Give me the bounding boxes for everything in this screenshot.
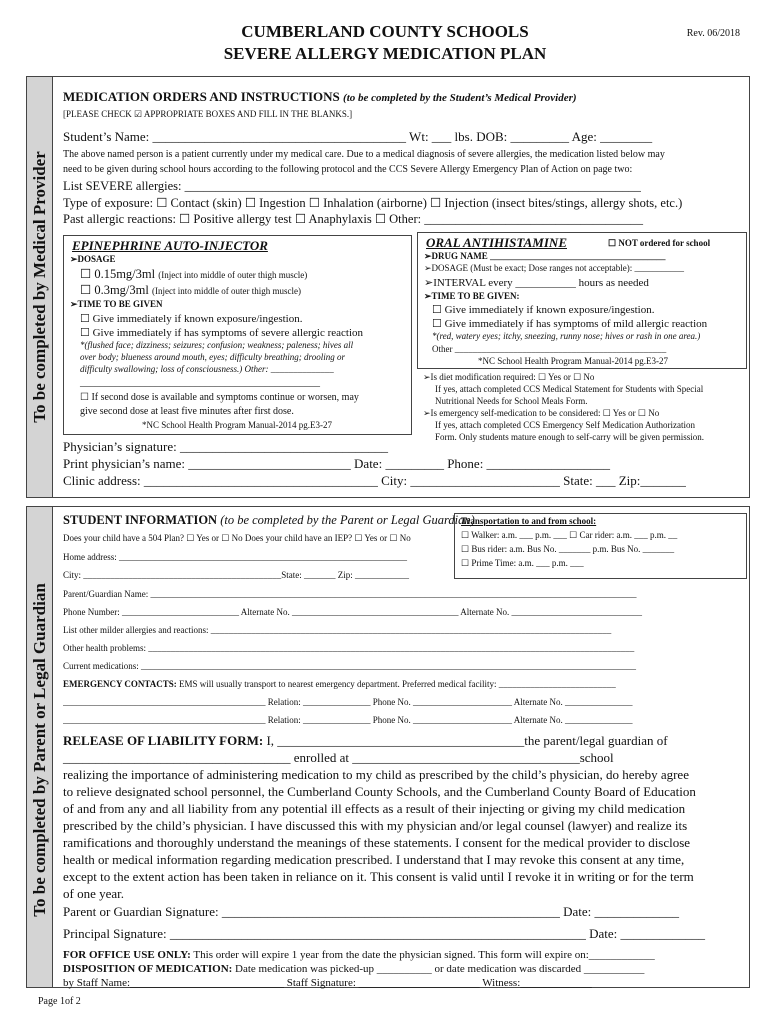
- provider-heading: MEDICATION ORDERS AND INSTRUCTIONS (to be completed by the Student’s Medical Provider): [63, 89, 577, 104]
- student-name-field[interactable]: Student’s Name: _______________________________________ Wt: ___ lbs. DOB: _________ Age: ________: [63, 129, 653, 144]
- epi-symptoms-3[interactable]: difficulty swallowing; loss of consciousness.) Other: ______________: [80, 364, 334, 374]
- epi-other-blank[interactable]: ________________________________________________: [80, 377, 320, 388]
- parent-signature-field[interactable]: Parent or Guardian Signature: ____________________________________________________ Date: _____________: [63, 904, 679, 919]
- epi-time-exposure[interactable]: ☐ Give immediately if known exposure/ingestion.: [80, 313, 303, 325]
- epi-dosage-label: ➢DOSAGE: [70, 254, 116, 264]
- transportation-box: [454, 513, 747, 579]
- check-instruction: [PLEASE CHECK ☑ APPROPRIATE BOXES AND FILL IN THE BLANKS.]: [63, 109, 353, 119]
- form-title-line1: CUMBERLAND COUNTY SCHOOLS: [241, 22, 529, 41]
- release-liability-line-1[interactable]: RELEASE OF LIABILITY FORM: I, ______________________________________the parent/legal guardian of: [63, 733, 668, 748]
- emergency-contact-2[interactable]: _____________________________________________ Relation: _______________ Phone No. ______________________ Alternate No. _______________: [63, 715, 633, 725]
- clinic-address-field[interactable]: Clinic address: ____________________________________ City: _______________________ State: ___ Zip:_______: [63, 473, 686, 488]
- oral-dosage[interactable]: ➢DOSAGE (Must be exact; Dose ranges not acceptable): ___________: [424, 263, 684, 273]
- plan-504-iep-question[interactable]: Does your child have a 504 Plan? ☐ Yes or ☐ No Does your child have an IEP? ☐ Yes or ☐ No: [63, 533, 411, 543]
- transport-prime-time[interactable]: ☐ Prime Time: a.m. ___ p.m. ___: [461, 558, 584, 568]
- epi-manual-ref: *NC School Health Program Manual-2014 pg.E3-27: [142, 420, 332, 430]
- oral-manual-ref: *NC School Health Program Manual-2014 pg.E3-27: [478, 356, 668, 366]
- past-reactions-options[interactable]: Past allergic reactions: ☐ Positive allergy test ☐ Anaphylaxis ☐ Other: ___________________________________: [63, 212, 643, 226]
- epi-symptoms-1: *(flushed face; dizziness; seizures; confusion; weakness; paleness; hives all: [80, 340, 354, 350]
- diagnosis-paragraph-1: The above named person is a patient currently under my medical care. Due to a medical diagnosis of severe allergies, the medication listed below may: [63, 149, 665, 160]
- provider-content: [63, 89, 747, 495]
- disposition-line[interactable]: DISPOSITION OF MEDICATION: Date medication was picked-up __________ or date medication was discarded ___________: [63, 963, 645, 975]
- epi-time-symptoms[interactable]: ☐ Give immediately if has symptoms of severe allergic reaction: [80, 327, 364, 339]
- oral-time-symptoms[interactable]: ☐ Give immediately if has symptoms of mild allergic reaction: [432, 318, 708, 330]
- self-medication-note-2: Form. Only students mature enough to self-carry will be given permission.: [435, 432, 704, 442]
- oral-not-ordered[interactable]: ☐ NOT ordered for school: [608, 238, 711, 248]
- oral-title: ORAL ANTIHISTAMINE: [426, 235, 567, 250]
- page-number: Page 1of 2: [38, 996, 81, 1007]
- oral-other[interactable]: Other _______________________________________________: [432, 344, 667, 354]
- oral-symptoms: *(red, watery eyes; itchy, sneezing, runny nose; hives or rash in one area.): [432, 331, 701, 341]
- release-text-10: of one year.: [63, 886, 125, 901]
- diagnosis-paragraph-2: need to be given during school hours according to the following protocol and the CCS Severe Allergy Emergency Plan of Action on page two:: [63, 164, 633, 175]
- milder-allergies-field[interactable]: List other milder allergies and reactions: _________________________________________________________________________________________: [63, 625, 612, 635]
- physician-name-field[interactable]: Print physician’s name: _________________________ Date: _________ Phone: ___________________: [63, 456, 611, 471]
- epi-symptoms-2: over body; blueness around mouth, eyes; difficulty breathing; drooling or: [80, 352, 345, 362]
- epi-dose-015[interactable]: ☐ 0.15mg/3ml (Inject into middle of outer thigh muscle): [80, 267, 308, 281]
- form-title-line2: SEVERE ALLERGY MEDICATION PLAN: [223, 44, 547, 63]
- transport-bus[interactable]: ☐ Bus rider: a.m. Bus No. _______ p.m. Bus No. _______: [461, 544, 675, 554]
- diet-modification-note-2: Nutritional Needs for School Meals Form.: [435, 396, 588, 406]
- release-text-7: ramifications and thoroughly understand the meanings of these statements. I consent for the medical provider to disclose: [63, 835, 691, 850]
- epi-second-dose-2: give second dose at least five minutes after first dose.: [80, 406, 294, 417]
- medical-provider-section: [26, 76, 750, 498]
- provider-sidebar-label: To be completed by Medical Provider: [30, 151, 49, 423]
- current-medications-field[interactable]: Current medications: ______________________________________________________________________________________________________________: [63, 661, 636, 671]
- home-address-field[interactable]: Home address: ________________________________________________________________: [63, 552, 407, 562]
- oral-time-exposure[interactable]: ☐ Give immediately if known exposure/ingestion.: [432, 304, 655, 316]
- revision-label: Rev. 06/2018: [686, 28, 740, 39]
- physician-signature-field[interactable]: Physician’s signature: ________________________________: [63, 439, 388, 454]
- principal-signature-field[interactable]: Principal Signature: ________________________________________________________________ Date: _____________: [63, 926, 706, 941]
- staff-name-line[interactable]: by Staff Name:____________________________ Staff Signature: ______________________ Witness:_____________: [63, 977, 592, 989]
- self-medication-note-1: If yes, attach completed CCS Emergency Self Medication Authorization: [435, 420, 696, 430]
- office-use-line: FOR OFFICE USE ONLY: This order will expire 1 year from the date the physician signed. This form will expire on:____________: [63, 949, 655, 961]
- release-text-5: of and from any and all liability from any potential ill effects as a result of their injecting or giving my child medication: [63, 801, 686, 816]
- provider-sidebar: [27, 77, 53, 497]
- release-liability-line-2[interactable]: ___________________________________ enrolled at ___________________________________school: [63, 750, 614, 765]
- emergency-contacts[interactable]: EMERGENCY CONTACTS: EMS will usually transport to nearest emergency department. Preferred medical facility: __________________________: [63, 679, 616, 689]
- epi-dose-03[interactable]: ☐ 0.3mg/3ml (Inject into middle of outer thigh muscle): [80, 283, 301, 297]
- self-medication-question[interactable]: ➢Is emergency self-medication to be considered: ☐ Yes or ☐ No: [423, 408, 660, 418]
- diet-modification-note-1: If yes, attach completed CCS Medical Statement for Students with Special: [435, 384, 704, 394]
- epinephrine-title: EPINEPHRINE AUTO-INJECTOR: [72, 238, 268, 253]
- student-info-heading: STUDENT INFORMATION (to be completed by the Parent or Legal Guardian): [63, 513, 475, 527]
- oral-drug-name[interactable]: ➢DRUG NAME _______________________________________: [424, 251, 666, 261]
- transportation-title: Transportation to and from school:: [461, 516, 597, 526]
- release-text-4: to relieve designated school personnel, the Cumberland County Schools, and the Cumberland County Board of Education: [63, 784, 696, 799]
- release-text-9: except to the extent action has been taken in reliance on it. This consent is valid until I revoke it in writing or for the term: [63, 869, 694, 884]
- city-state-zip-field[interactable]: City: ____________________________________________State: _______ Zip: ____________: [63, 570, 409, 580]
- guardian-sidebar: [27, 507, 53, 987]
- oral-antihistamine-box: [417, 232, 747, 369]
- epinephrine-box: [63, 235, 412, 435]
- exposure-type-options[interactable]: Type of exposure: ☐ Contact (skin) ☐ Ingestion ☐ Inhalation (airborne) ☐ Injection (insect bites/stings, allergy shots, etc.): [63, 196, 683, 210]
- severe-allergies-field[interactable]: List SEVERE allergies: _________________________________________________________________________: [63, 179, 641, 193]
- guardian-content: [63, 513, 747, 989]
- guardian-section: [26, 506, 750, 988]
- release-text-6: prescribed by the child’s physician. I have discussed this with my physician and/or legal counsel (lawyer) and realize its: [63, 818, 688, 833]
- emergency-contact-1[interactable]: _____________________________________________ Relation: _______________ Phone No. ______________________ Alternate No. _______________: [63, 697, 633, 707]
- oral-interval[interactable]: ➢INTERVAL every ___________ hours as needed: [424, 277, 649, 289]
- release-text-3: realizing the importance of administering medication to my child as prescribed by the child’s physician, do hereby agree: [63, 767, 689, 782]
- parent-name-field[interactable]: Parent/Guardian Name: ____________________________________________________________________________________________________________: [63, 589, 637, 599]
- other-health-field[interactable]: Other health problems: ____________________________________________________________________________________________________________: [63, 643, 635, 653]
- phone-number-field[interactable]: Phone Number: __________________________ Alternate No. _____________________________________ Alternate No. _____________________________: [63, 607, 642, 617]
- transport-walker-car[interactable]: ☐ Walker: a.m. ___ p.m. ___ ☐ Car rider: a.m. ___ p.m. __: [461, 530, 678, 540]
- epi-second-dose-1[interactable]: ☐ If second dose is available and symptoms continue or worsen, may: [80, 392, 359, 403]
- release-text-8: health or medical information regarding medication prescribed. I understand that I may revoke this consent at any time,: [63, 852, 685, 867]
- epi-time-label: ➢TIME TO BE GIVEN: [70, 299, 163, 309]
- oral-time-label: ➢TIME TO BE GIVEN:: [424, 291, 520, 301]
- diet-modification-question[interactable]: ➢Is diet modification required: ☐ Yes or ☐ No: [423, 372, 595, 382]
- guardian-sidebar-label: To be completed by Parent or Legal Guardian: [30, 583, 49, 917]
